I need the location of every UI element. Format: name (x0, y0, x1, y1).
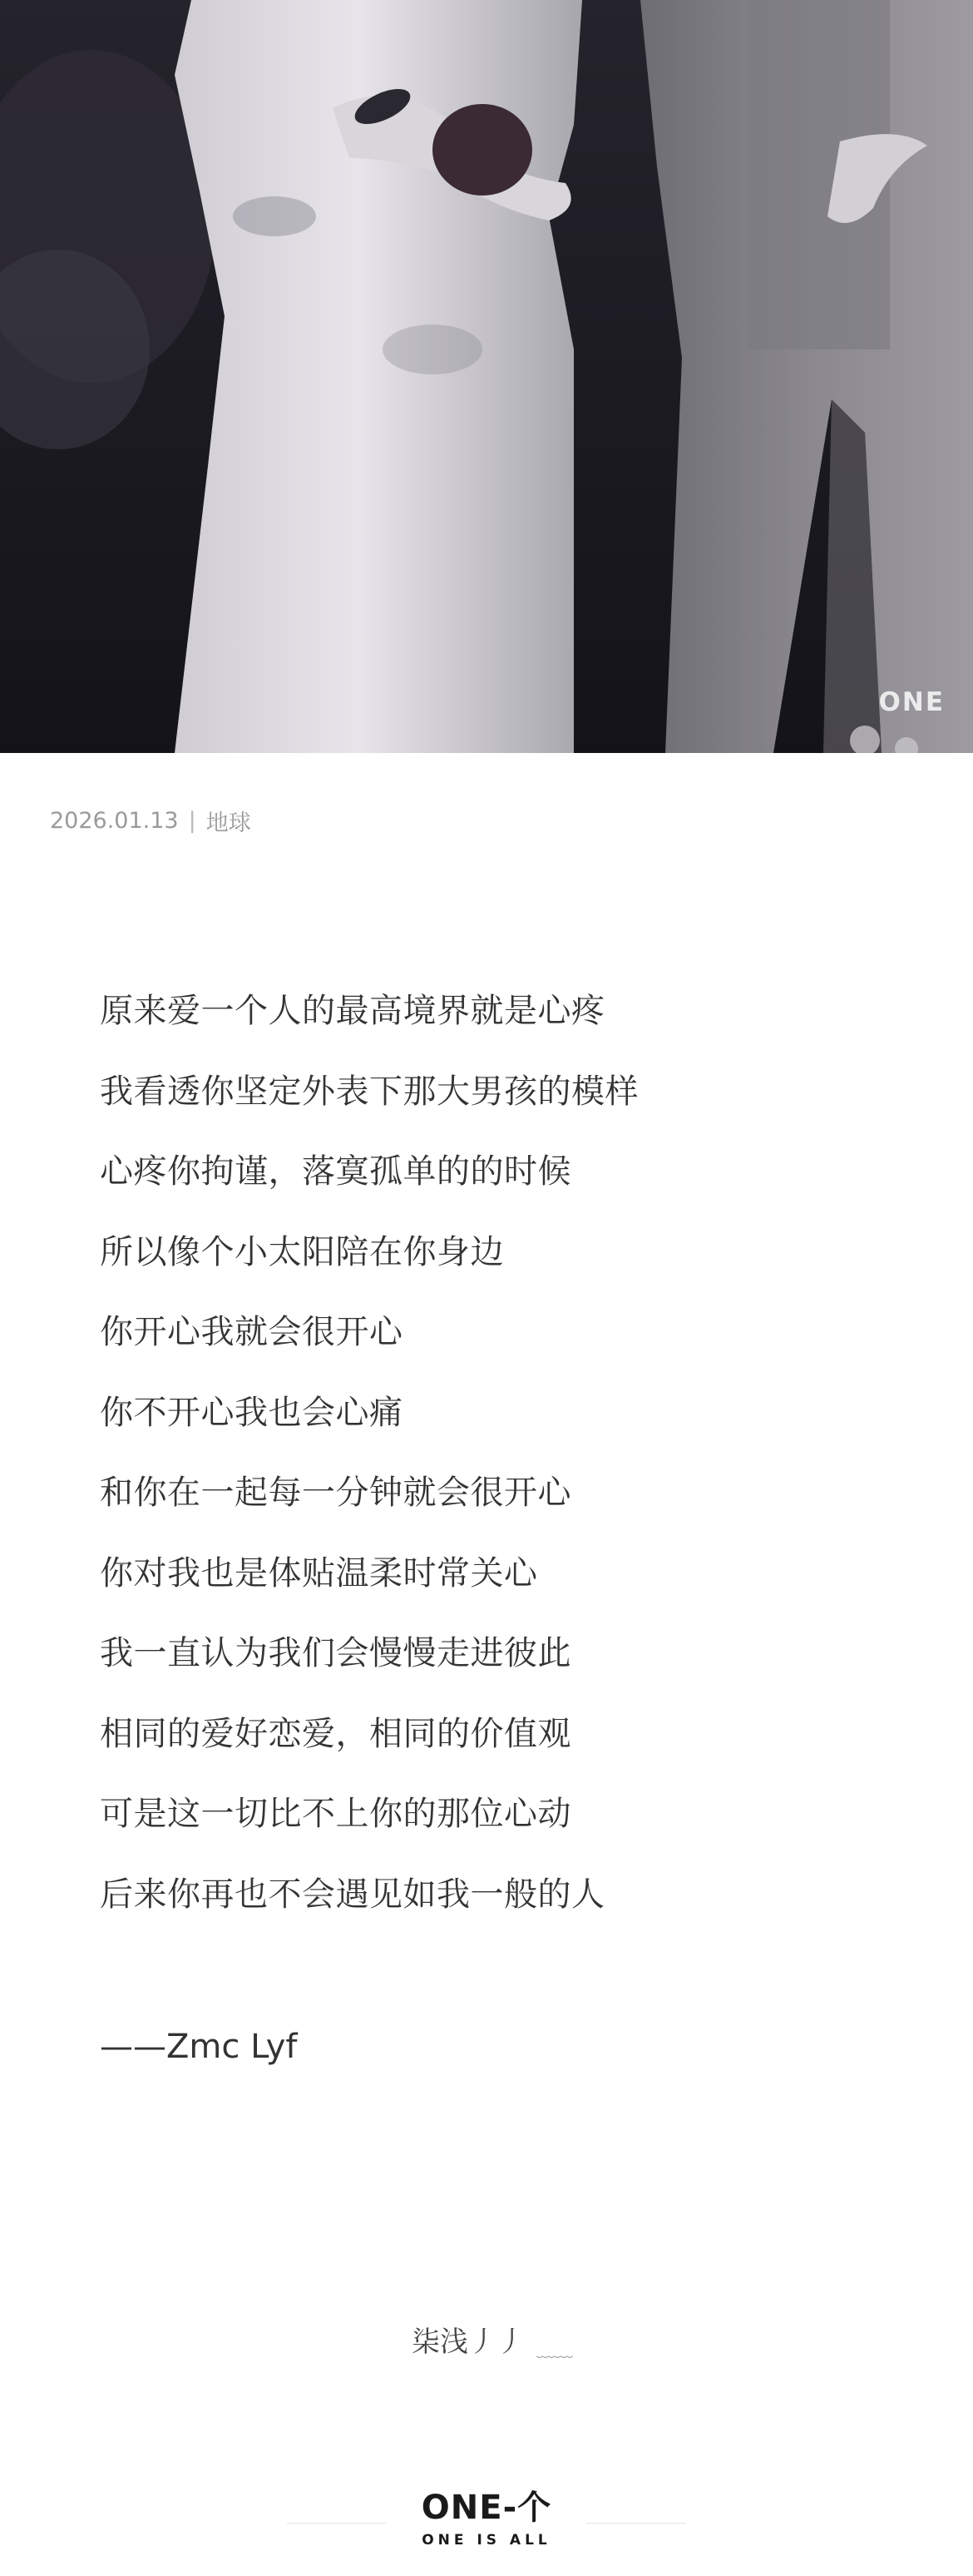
poem-line: 原来爱一个人的最高境界就是心疼 (100, 992, 605, 1030)
poem-line: 后来你再也不会遇见如我一般的人 (100, 1875, 605, 1914)
poem-line: 可是这一切比不上你的那位心动 (100, 1795, 571, 1833)
poem-line: 你对我也是体贴温柔时常关心 (100, 1553, 538, 1593)
poem-line: 我看透你坚定外表下那大男孩的模样 (100, 1072, 639, 1111)
poem-line: 和你在一起每一分钟就会很开心 (100, 1474, 571, 1512)
footer-brand: ONE-个 (421, 2489, 552, 2527)
poem-line: 我一直认为我们会慢慢走进彼此 (100, 1634, 571, 1672)
post-date: 2026.01.13 (50, 808, 179, 834)
post-location: 地球 (205, 810, 251, 836)
footer-slogan: ONE IS ALL (422, 2532, 551, 2549)
poem-author: ——Zmc Lyf (100, 2028, 298, 2066)
poem-line: 所以像个小太阳陪在你身边 (100, 1232, 504, 1271)
meta-separator: | (188, 808, 196, 834)
hero-photo-illustration (0, 0, 973, 753)
hero-watermark: ONE (878, 687, 945, 717)
post-meta (50, 805, 251, 837)
signature-name: 柒浅丿丿 (412, 2326, 525, 2359)
hero-photo (0, 0, 973, 753)
author-signature[interactable] (412, 2321, 573, 2372)
signature-wave: ﹏﹏ (536, 2341, 574, 2361)
footer-logo (0, 2488, 973, 2549)
poem-line: 你开心我就会很开心 (100, 1313, 403, 1351)
poem-line: 相同的爱好恋爱，相同的价值观 (100, 1714, 571, 1753)
poem-body (100, 986, 898, 1949)
poem-line: 心疼你拘谨，落寞孤单的的时候 (100, 1152, 571, 1191)
poem-line: 你不开心我也会心痛 (100, 1393, 403, 1432)
